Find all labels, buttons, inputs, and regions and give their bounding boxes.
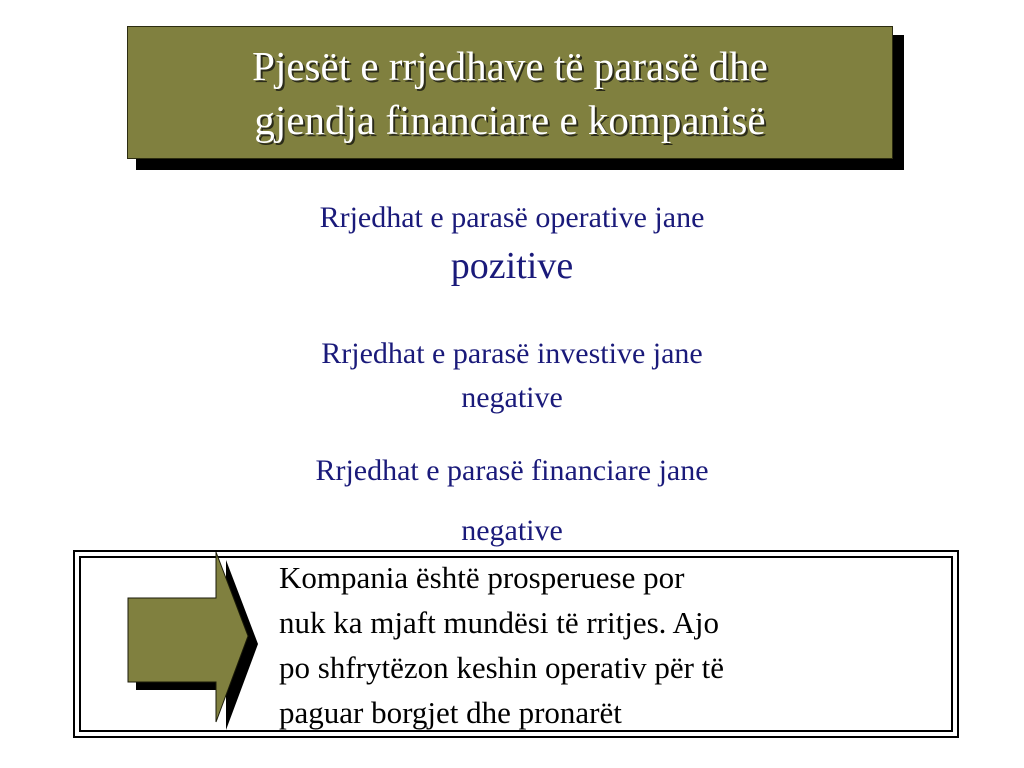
slide-title-line-2: gjendja financiare e kompanisë: [254, 96, 766, 143]
slide-title-line-1: Pjesët e rrjedhave të parasë dhe: [252, 42, 768, 89]
conclusion-text: [279, 555, 899, 735]
slide-title: [252, 39, 768, 147]
title-box: [127, 26, 893, 159]
statement-investing-text: Rrjedhat e parasë investive jane: [321, 337, 703, 370]
statement-investing-sign: negative: [461, 381, 563, 414]
right-arrow-icon: [118, 548, 268, 738]
statement-investing-cash-flow: [200, 332, 824, 420]
statement-financing-sign: negative: [461, 514, 563, 547]
statement-operating-text: Rrjedhat e parasë operative jane: [319, 201, 705, 234]
conclusion-line-1: Kompania është prosperuese por: [279, 560, 685, 595]
conclusion-line-2: nuk ka mjaft mundësi të rritjes. Ajo: [279, 605, 719, 640]
statement-operating-sign: pozitive: [450, 245, 574, 287]
statement-financing-text: Rrjedhat e parasë financiare jane: [315, 454, 709, 487]
statement-operating-cash-flow: [200, 196, 824, 292]
conclusion-line-4: paguar borgjet dhe pronarët: [279, 695, 622, 730]
statement-financing-cash-flow: [200, 449, 824, 553]
conclusion-line-3: po shfrytëzon keshin operativ për të: [279, 650, 725, 685]
